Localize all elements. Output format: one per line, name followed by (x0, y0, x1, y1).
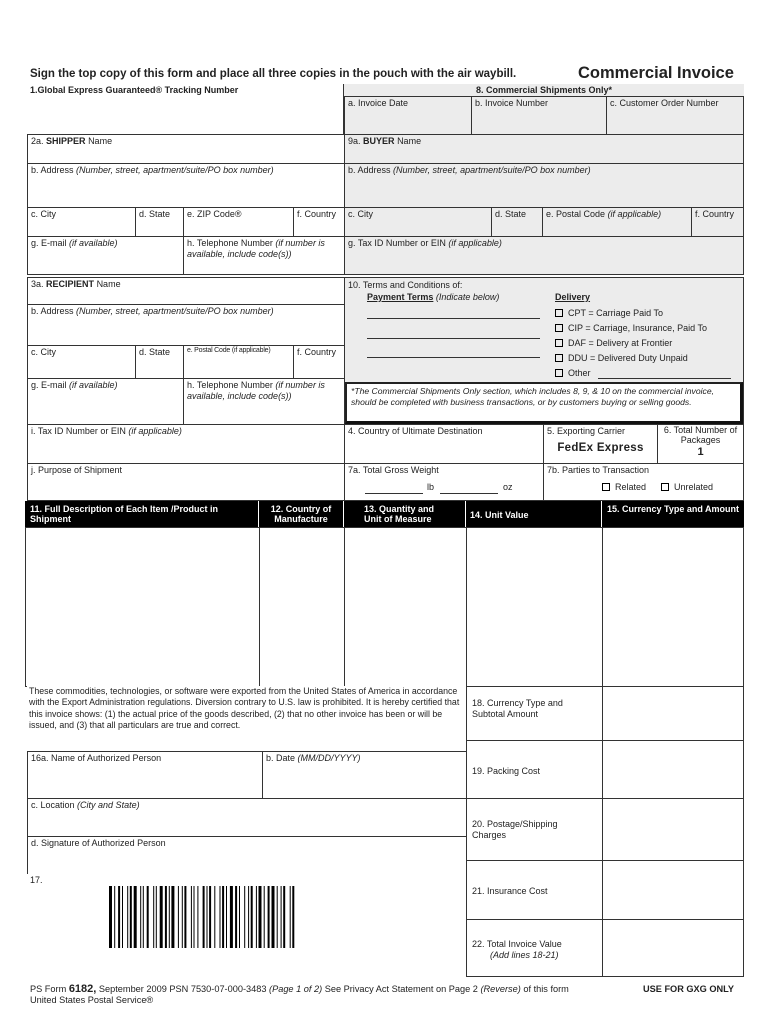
exporting-carrier-value: FedEx Express (557, 441, 644, 454)
barcode-bar (184, 886, 186, 948)
other-delivery-line[interactable] (598, 378, 731, 379)
barcode-bar (178, 886, 179, 948)
recipient-postal-field[interactable] (183, 345, 294, 379)
insurance-field[interactable] (466, 860, 603, 920)
location-label: c. Location (City and State) (31, 800, 140, 810)
buyer-city-field[interactable] (344, 207, 492, 237)
total-invoice-label: 22. Total Invoice Value (472, 939, 562, 949)
payment-terms-line-2[interactable] (367, 338, 540, 339)
gross-weight-field[interactable] (344, 463, 544, 501)
authorized-date-field[interactable] (262, 751, 467, 799)
barcode-bar (281, 886, 282, 948)
shipper-phone-field[interactable] (183, 236, 345, 275)
recipient-state-field[interactable] (135, 345, 184, 379)
packing-cost-value[interactable] (602, 740, 744, 799)
barcode-bar (203, 886, 205, 948)
barcode-bar (143, 886, 144, 948)
total-invoice-field[interactable] (466, 919, 603, 977)
barcode-bar (244, 886, 245, 948)
barcode-bar (165, 886, 167, 948)
form-instruction: Sign the top copy of this form and place all three copies in the pouch with the air waybill. (30, 68, 517, 80)
signature-field[interactable] (27, 836, 467, 875)
delivery-option-daf[interactable]: DAF = Delivery at Frontier (555, 338, 672, 349)
col-country-cells[interactable] (259, 527, 345, 687)
shipper-zip-field[interactable] (183, 207, 294, 237)
footer-form-info: PS Form 6182, September 2009 PSN 7530-07-000-3483 (Page 1 of 2) See Privacy Act Statement on Page 2 (Reverse) of this form (30, 983, 569, 995)
buyer-tax-id-field[interactable] (344, 236, 744, 275)
other-checkbox[interactable] (555, 369, 563, 377)
recipient-address-field[interactable] (27, 304, 345, 346)
related-option[interactable]: Related (602, 482, 646, 493)
barcode-bar (153, 886, 154, 948)
col-currency-cells[interactable] (602, 527, 744, 687)
barcode-bar (222, 886, 224, 948)
gross-weight-label: 7a. Total Gross Weight (348, 465, 439, 475)
barcode-bar (118, 886, 120, 948)
related-checkbox[interactable] (602, 483, 610, 491)
barcode-bar (114, 886, 115, 948)
total-packages-label: 6. Total Number of Packages (663, 425, 738, 445)
recipient-tax-id-field[interactable] (27, 424, 345, 464)
barcode-bar (147, 886, 149, 948)
payment-terms-line-3[interactable] (367, 357, 540, 358)
weight-lb-unit: lb (427, 482, 435, 492)
weight-oz-unit: oz (503, 482, 513, 492)
packing-cost-field[interactable] (466, 740, 603, 799)
shipper-phone-label: h. Telephone Number (if number is available, include code(s)) (187, 238, 325, 259)
tracking-number-label: 1.Global Express Guaranteed® Tracking Number (30, 85, 239, 95)
col-unit-value-cells[interactable] (466, 527, 603, 687)
exporting-carrier-label: 5. Exporting Carrier (547, 426, 626, 436)
shipper-email-field[interactable] (27, 236, 184, 275)
recipient-country-field[interactable] (293, 345, 345, 379)
buyer-name-label: 9a. BUYER Name (348, 136, 422, 146)
signature-label: d. Signature of Authorized Person (31, 838, 166, 848)
shipper-name-label: 2a. SHIPPER Name (31, 136, 113, 146)
ddu-checkbox[interactable] (555, 354, 563, 362)
col-description-header: 11. Full Description of Each Item /Product in Shipment (25, 501, 259, 528)
buyer-name-field[interactable] (344, 134, 744, 164)
barcode-bar (220, 886, 221, 948)
authorized-name-field[interactable] (27, 751, 263, 799)
commercial-shipments-header: 8. Commercial Shipments Only* (344, 84, 744, 97)
recipient-state-label: d. State (139, 347, 171, 357)
insurance-value[interactable] (602, 860, 744, 920)
barcode-bar (235, 886, 237, 948)
cip-checkbox[interactable] (555, 324, 563, 332)
purpose-of-shipment-field[interactable] (27, 463, 345, 501)
authorized-name-label: 16a. Name of Authorized Person (31, 753, 162, 763)
recipient-address-label: b. Address (Number, street, apartment/suite/PO box number) (31, 306, 274, 316)
recipient-email-field[interactable] (27, 378, 184, 425)
barcode-bar (259, 886, 262, 948)
shipper-city-field[interactable] (27, 207, 136, 237)
buyer-address-label: b. Address (Number, street, apartment/suite/PO box number) (348, 165, 591, 175)
tracking-number-field[interactable] (27, 84, 344, 135)
postage-label: 20. Postage/Shipping Charges (472, 819, 558, 840)
recipient-phone-label: h. Telephone Number (if number is available, include code(s)) (187, 380, 325, 401)
commercial-shipments-notice: *The Commercial Shipments Only section, which includes 8, 9, & 10 on the commercial invoice, should be completed with business transactions, or by customers buying or selling goods. (345, 382, 743, 424)
shipper-city-label: c. City (31, 209, 57, 219)
shipper-zip-label: e. ZIP Code® (187, 209, 242, 219)
barcode-bar (160, 886, 163, 948)
barcode-bar (207, 886, 208, 948)
certification-statement: These commodities, technologies, or software were exported from the United States of America in accordance with the Export Administration regulations. Diversion contrary to U.S. law is prohibited. It is hereby certified that this invoice shows: (1) the actual price of the goods described, (2) that no other invoice has been or will be issued, and (3) that all particulars are true and correct. (27, 686, 467, 752)
barcode-bar (226, 886, 227, 948)
cpt-checkbox[interactable] (555, 309, 563, 317)
recipient-city-label: c. City (31, 347, 57, 357)
shipper-state-label: d. State (139, 209, 171, 219)
buyer-postal-label: e. Postal Code (if applicable) (546, 209, 662, 219)
invoice-date-label: a. Invoice Date (348, 98, 409, 108)
form-title: Commercial Invoice (578, 64, 734, 82)
weight-oz-line[interactable] (440, 493, 498, 494)
footer-usps: United States Postal Service® (30, 995, 154, 1005)
delivery-option-cpt[interactable]: CPT = Carriage Paid To (555, 308, 663, 319)
barcode-bar (256, 886, 257, 948)
unrelated-checkbox[interactable] (661, 483, 669, 491)
delivery-option-other[interactable]: Other (555, 368, 591, 379)
shipper-address-label: b. Address (Number, street, apartment/suite/PO box number) (31, 165, 274, 175)
exporting-carrier-field[interactable] (543, 424, 658, 464)
buyer-tax-id-label: g. Tax ID Number or EIN (if applicable) (348, 238, 502, 248)
postage-value[interactable] (602, 798, 744, 861)
shipper-country-label: f. Country (297, 209, 337, 219)
payment-terms-label: Payment Terms (Indicate below) (367, 292, 500, 302)
barcode-bar (127, 886, 128, 948)
barcode-bar (283, 886, 285, 948)
shipper-address-field[interactable] (27, 163, 345, 208)
authorized-date-label: b. Date (MM/DD/YYYY) (266, 753, 361, 763)
footer-gxg-only: USE FOR GXG ONLY (643, 984, 735, 994)
total-packages-field[interactable] (657, 424, 744, 464)
col-currency-header: 15. Currency Type and Amount (602, 501, 744, 528)
barcode-bar (268, 886, 270, 948)
barcode-bar (248, 886, 249, 948)
buyer-state-field[interactable] (491, 207, 543, 237)
delivery-option-cip[interactable]: CIP = Carriage, Insurance, Paid To (555, 323, 707, 334)
parties-transaction-label: 7b. Parties to Transaction (547, 465, 650, 475)
barcode-bar (140, 886, 141, 948)
barcode-bar (156, 886, 157, 948)
barcode-bar (239, 886, 240, 948)
location-field[interactable] (27, 798, 467, 837)
customer-order-number-field[interactable] (606, 96, 744, 135)
barcode-bar (292, 886, 294, 948)
recipient-email-label: g. E-mail (if available) (31, 380, 118, 390)
barcode-bar (191, 886, 192, 948)
terms-conditions-section (344, 277, 744, 425)
field-17-label: 17. (30, 875, 43, 885)
shipper-name-field[interactable] (27, 134, 345, 164)
shipper-country-field[interactable] (293, 207, 345, 237)
barcode-bar (251, 886, 253, 948)
barcode-bar (182, 886, 183, 948)
barcode-field (27, 874, 467, 976)
barcode-bar (214, 886, 215, 948)
col-country-header: 12. Country of Manufacture (259, 501, 344, 528)
total-invoice-value[interactable] (602, 919, 744, 977)
total-packages-value: 1 (697, 445, 704, 458)
invoice-number-label: b. Invoice Number (475, 98, 549, 108)
buyer-state-label: d. State (495, 209, 527, 219)
barcode-bar (209, 886, 211, 948)
col-quantity-cells[interactable] (344, 527, 467, 687)
barcode-bar (134, 886, 137, 948)
recipient-city-field[interactable] (27, 345, 136, 379)
barcode-bar (130, 886, 132, 948)
country-destination-field[interactable] (344, 424, 544, 464)
recipient-name-field[interactable] (27, 277, 345, 305)
unrelated-option[interactable]: Unrelated (661, 482, 713, 493)
recipient-postal-label: e. Postal Code (if applicable) (187, 347, 271, 354)
barcode-bar (277, 886, 278, 948)
buyer-postal-field[interactable] (542, 207, 692, 237)
packing-cost-label: 19. Packing Cost (472, 766, 541, 776)
barcode-bar (109, 886, 112, 948)
barcode-bar (272, 886, 275, 948)
barcode-bar (122, 886, 123, 948)
total-invoice-hint: (Add lines 18-21) (490, 949, 559, 960)
barcode-bar (171, 886, 174, 948)
delivery-label: Delivery (555, 292, 591, 302)
weight-lb-line[interactable] (365, 493, 423, 494)
barcode-bar (290, 886, 291, 948)
customer-order-number-label: c. Customer Order Number (610, 98, 719, 108)
col-unit-value-header: 14. Unit Value (466, 501, 602, 528)
shipper-state-field[interactable] (135, 207, 184, 237)
delivery-option-ddu[interactable]: DDU = Delivered Duty Unpaid (555, 353, 688, 364)
col-description-cells[interactable] (25, 527, 260, 687)
subtotal-field[interactable] (466, 686, 603, 741)
parties-transaction-field (543, 463, 744, 501)
barcode-bar (197, 886, 198, 948)
recipient-name-label: 3a. RECIPIENT Name (31, 279, 121, 289)
invoice-date-field[interactable] (344, 96, 472, 135)
barcode-bar (264, 886, 265, 948)
recipient-phone-field[interactable] (183, 378, 345, 425)
buyer-country-field[interactable] (691, 207, 744, 237)
recipient-country-label: f. Country (297, 347, 337, 357)
postage-field[interactable] (466, 798, 603, 861)
subtotal-label: 18. Currency Type and Subtotal Amount (472, 698, 563, 719)
purpose-of-shipment-label: j. Purpose of Shipment (31, 465, 123, 475)
recipient-tax-id-label: i. Tax ID Number or EIN (if applicable) (31, 426, 182, 436)
country-destination-label: 4. Country of Ultimate Destination (348, 426, 483, 436)
shipper-email-label: g. E-mail (if available) (31, 238, 118, 248)
buyer-address-field[interactable] (344, 163, 744, 208)
subtotal-value[interactable] (602, 686, 744, 741)
col-quantity-header: 13. Quantity and Unit of Measure (344, 501, 466, 528)
barcode-bar (169, 886, 170, 948)
barcode-image (109, 886, 366, 948)
buyer-country-label: f. Country (695, 209, 735, 219)
insurance-label: 21. Insurance Cost (472, 886, 548, 896)
terms-title: 10. Terms and Conditions of: (348, 280, 463, 290)
barcode-bar (230, 886, 233, 948)
daf-checkbox[interactable] (555, 339, 563, 347)
payment-terms-line-1[interactable] (367, 318, 540, 319)
invoice-number-field[interactable] (471, 96, 607, 135)
buyer-city-label: c. City (348, 209, 374, 219)
barcode-bar (194, 886, 195, 948)
